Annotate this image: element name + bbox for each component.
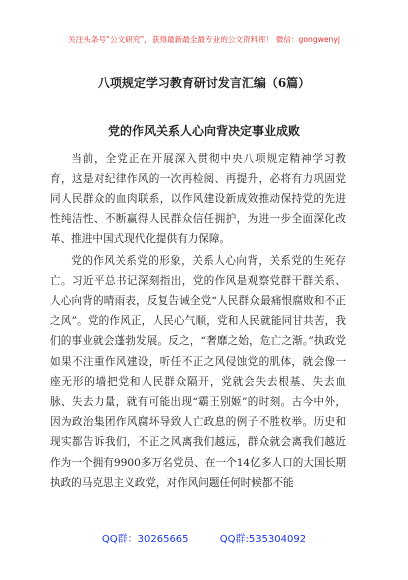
document-title: 八项规定学习教育研讨发言汇编（6篇） — [97, 76, 311, 90]
footer-qq-group-1: QQ群：30265665 — [101, 534, 189, 545]
footer-qq-group-2: QQ群:535304092 — [219, 534, 307, 545]
paragraph-body: 党的作风关系党的形象，关系人心向背，关系党的生死存亡。习近平总书记深刻指出，党的作风是观察党群干群关系、人心向背的晴雨表，反复告诫全党“人民群众最痛恨腐败和不正之风”。党的作风正，人民心气顺，党和人民就能同甘共苦，我们的事业就会蓬勃发展。反之，“奢靡之始，危亡之渐。”执政党如果不注重作风建设，听任不正之风侵蚀党的肌体，就会像一座无形的墙把党和人民群众隔开，党就会失去根基、失去血脉、失去力量，就有可能出现“霸王别姬”的时刻。古今中外，因为政治集团作风腐坏导致人亡政息的例子不胜枚举。历史和现实都告诉我们，不正之风离我们越远，群众就会离我们越近作为一个拥有9900多万名党员、在一个14亿多人口的大国长期执政的马克思主义政党，对作风问题任何时候都不能 — [50, 254, 346, 489]
paragraph-intro: 当前，全党正在开展深入贯彻中央八项规定精神学习教育，这是对纪律作风的一次再检阅、再提升，必将有力巩固党同人民群众的血肉联系，以作风建设新成效推动保持党的先进性纯洁性、不断赢得人民群众信任拥护，为进一步全面深化改革、推进中国式现代化提供有力保障。 — [50, 152, 346, 246]
section-title: 党的作风关系人心向背决定事业成败 — [107, 124, 300, 138]
footer-contacts — [0, 530, 408, 545]
header-notice: 关注头条号“公文研究”，获得最新最全最专业的公文资料库！ 微信：gongwenyj — [68, 35, 340, 44]
